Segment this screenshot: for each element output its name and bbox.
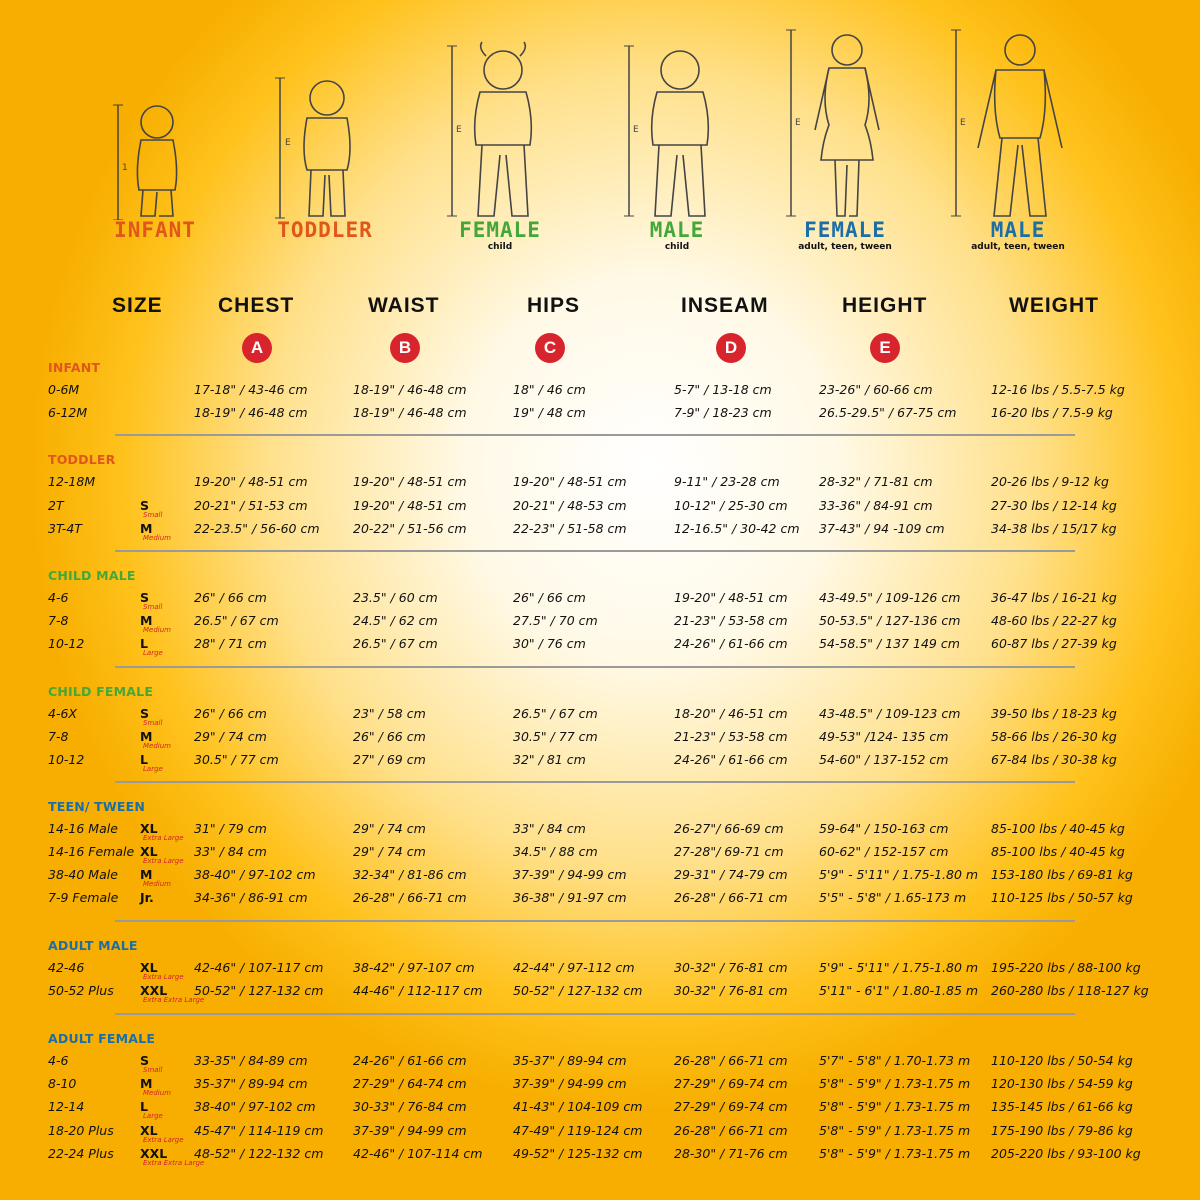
size-word: Medium xyxy=(143,880,171,888)
size-letter: XL xyxy=(140,821,158,836)
height-cell: 5'11" - 6'1" / 1.80-1.85 m xyxy=(819,983,979,998)
figure-female-adult xyxy=(765,20,925,260)
inseam-cell: 26-28" / 66-71 cm xyxy=(674,1122,788,1138)
table-row xyxy=(0,1053,1200,1073)
hips-cell: 30.5" / 77 cm xyxy=(513,729,598,744)
infant-body-outline-icon xyxy=(75,20,235,220)
hips-cell: 19-20" / 48-51 cm xyxy=(513,474,627,489)
group-divider xyxy=(115,666,1075,668)
hips-cell: 30" / 76 cm xyxy=(513,636,586,651)
weight-cell: 85-100 lbs / 40-45 kg xyxy=(991,821,1125,836)
chest-cell: 18-19" / 46-48 cm xyxy=(194,405,308,420)
weight-cell: 110-125 lbs / 50-57 kg xyxy=(991,890,1133,905)
height-mark: 1 xyxy=(122,163,128,173)
inseam-cell: 26-28" / 66-71 cm xyxy=(674,890,788,905)
chest-cell: 26.5" / 67 cm xyxy=(194,613,279,628)
male-adult-body-outline-icon xyxy=(938,20,1098,220)
height-cell: 37-43" / 94 -109 cm xyxy=(819,521,945,536)
hips-cell: 37-39" / 94-99 cm xyxy=(513,867,627,882)
hips-cell: 20-21" / 48-53 cm xyxy=(513,497,627,513)
hips-cell: 35-37" / 89-94 cm xyxy=(513,1053,627,1068)
inseam-cell: 30-32" / 76-81 cm xyxy=(674,983,788,998)
hips-cell: 19" / 48 cm xyxy=(513,405,586,420)
weight-cell: 16-20 lbs / 7.5-9 kg xyxy=(991,405,1113,420)
header-height: HEIGHT xyxy=(842,294,928,317)
size-letter: XXL xyxy=(140,1145,168,1161)
height-cell: 54-58.5" / 137 149 cm xyxy=(819,636,960,651)
group-title: ADULT MALE xyxy=(48,938,138,953)
header-size: SIZE xyxy=(112,294,163,317)
table-row xyxy=(0,752,1200,772)
inseam-cell: 24-26" / 61-66 cm xyxy=(674,636,788,651)
chest-cell: 29" / 74 cm xyxy=(194,729,267,744)
size-word: Extra Large xyxy=(143,834,184,842)
waist-cell: 29" / 74 cm xyxy=(353,821,426,836)
inseam-cell: 27-29" / 69-74 cm xyxy=(674,1076,788,1092)
hips-cell: 34.5" / 88 cm xyxy=(513,844,598,859)
header-waist: WAIST xyxy=(368,294,440,317)
size-letter: L xyxy=(140,752,148,767)
inseam-cell: 24-26" / 61-66 cm xyxy=(674,752,788,767)
table-row xyxy=(0,890,1200,910)
size-letter: M xyxy=(140,729,153,744)
size-word: Medium xyxy=(143,626,171,634)
chest-cell: 28" / 71 cm xyxy=(194,636,267,651)
inseam-cell: 12-16.5" / 30-42 cm xyxy=(674,521,800,536)
figure-label: MALE xyxy=(649,218,705,242)
weight-cell: 110-120 lbs / 50-54 kg xyxy=(991,1053,1133,1068)
waist-cell: 29" / 74 cm xyxy=(353,844,426,859)
table-row xyxy=(0,613,1200,633)
height-mark: E xyxy=(960,118,966,128)
inseam-cell: 21-23" / 53-58 cm xyxy=(674,613,788,628)
waist-cell: 38-42" / 97-107 cm xyxy=(353,960,475,975)
height-mark: E xyxy=(633,125,639,135)
chest-cell: 26" / 66 cm xyxy=(194,706,267,721)
size-word: Medium xyxy=(143,742,171,750)
size-cell: 14-16 Female xyxy=(48,844,135,859)
size-cell: 3T-4T xyxy=(48,521,82,536)
chest-cell: 45-47" / 114-119 cm xyxy=(194,1122,324,1138)
height-cell: 5'8" - 5'9" / 1.73-1.75 m xyxy=(819,1122,971,1138)
waist-cell: 26" / 66 cm xyxy=(353,729,426,744)
size-word: Large xyxy=(143,765,163,773)
chest-cell: 48-52" / 122-132 cm xyxy=(194,1145,324,1161)
hips-cell: 22-23" / 51-58 cm xyxy=(513,521,627,536)
table-row xyxy=(0,821,1200,841)
waist-cell: 19-20" / 48-51 cm xyxy=(353,474,467,489)
inseam-cell: 10-12" / 25-30 cm xyxy=(674,497,788,513)
weight-cell: 205-220 lbs / 93-100 kg xyxy=(991,1145,1141,1161)
hips-cell: 37-39" / 94-99 cm xyxy=(513,1076,627,1092)
size-cell: 18-20 Plus xyxy=(48,1122,114,1138)
size-cell: 38-40 Male xyxy=(48,867,118,882)
table-row xyxy=(0,1146,1200,1166)
size-cell: 14-16 Male xyxy=(48,821,118,836)
table-row xyxy=(0,498,1200,518)
waist-cell: 32-34" / 81-86 cm xyxy=(353,867,467,882)
chest-cell: 26" / 66 cm xyxy=(194,590,267,605)
weight-cell: 58-66 lbs / 26-30 kg xyxy=(991,729,1117,744)
size-cell: 7-9 Female xyxy=(48,890,119,905)
size-cell: 2T xyxy=(48,497,64,513)
weight-cell: 120-130 lbs / 54-59 kg xyxy=(991,1076,1133,1092)
height-cell: 26.5-29.5" / 67-75 cm xyxy=(819,405,957,420)
male-child-body-outline-icon xyxy=(597,20,757,220)
table-row xyxy=(0,590,1200,610)
size-word: Medium xyxy=(143,1089,171,1098)
size-cell: 42-46 xyxy=(48,960,85,975)
table-row xyxy=(0,382,1200,402)
height-cell: 5'8" - 5'9" / 1.73-1.75 m xyxy=(819,1145,971,1161)
hips-cell: 47-49" / 119-124 cm xyxy=(513,1122,643,1138)
size-word: Small xyxy=(143,603,163,611)
table-row xyxy=(0,983,1200,1003)
chest-cell: 38-40" / 97-102 cm xyxy=(194,867,316,882)
weight-cell: 260-280 lbs / 118-127 kg xyxy=(991,983,1149,998)
inseam-cell: 9-11" / 23-28 cm xyxy=(674,474,780,489)
size-word: Extra Large xyxy=(143,1135,184,1144)
hips-cell: 26.5" / 67 cm xyxy=(513,706,598,721)
size-word: Extra Large xyxy=(143,973,184,981)
inseam-cell: 30-32" / 76-81 cm xyxy=(674,960,788,975)
size-letter: S xyxy=(140,590,150,605)
height-cell: 33-36" / 84-91 cm xyxy=(819,497,933,513)
weight-cell: 135-145 lbs / 61-66 kg xyxy=(991,1099,1133,1115)
toddler-body-outline-icon xyxy=(245,20,405,220)
table-row xyxy=(0,405,1200,425)
size-cell: 12-18M xyxy=(48,474,96,489)
marker-chest: A xyxy=(242,333,272,363)
group-title: INFANT xyxy=(48,360,101,375)
hips-cell: 41-43" / 104-109 cm xyxy=(513,1099,643,1115)
inseam-cell: 18-20" / 46-51 cm xyxy=(674,706,788,721)
size-cell: 0-6M xyxy=(48,382,80,397)
chest-cell: 33-35" / 84-89 cm xyxy=(194,1053,308,1068)
table-row xyxy=(0,1099,1200,1119)
height-cell: 43-49.5" / 109-126 cm xyxy=(819,590,961,605)
inseam-cell: 29-31" / 74-79 cm xyxy=(674,867,788,882)
inseam-cell: 26-28" / 66-71 cm xyxy=(674,1053,788,1068)
height-cell: 28-32" / 71-81 cm xyxy=(819,474,933,489)
table-row xyxy=(0,960,1200,980)
marker-waist: B xyxy=(390,333,420,363)
size-word: Medium xyxy=(143,534,171,542)
size-letter: S xyxy=(140,1053,150,1068)
size-cell: 4-6 xyxy=(48,590,69,605)
group-divider xyxy=(115,920,1075,922)
waist-cell: 24.5" / 62 cm xyxy=(353,613,438,628)
waist-cell: 19-20" / 48-51 cm xyxy=(353,497,467,513)
table-row xyxy=(0,521,1200,541)
height-cell: 43-48.5" / 109-123 cm xyxy=(819,706,961,721)
chest-cell: 42-46" / 107-117 cm xyxy=(194,960,324,975)
chest-cell: 22-23.5" / 56-60 cm xyxy=(194,521,320,536)
figure-female-child xyxy=(420,20,580,260)
height-cell: 50-53.5" / 127-136 cm xyxy=(819,613,961,628)
figure-label: FEMALE xyxy=(804,218,886,242)
weight-cell: 34-38 lbs / 15/17 kg xyxy=(991,521,1117,536)
waist-cell: 26-28" / 66-71 cm xyxy=(353,890,467,905)
size-letter: L xyxy=(140,1099,148,1115)
height-cell: 5'9" - 5'11" / 1.75-1.80 m xyxy=(819,960,979,975)
group-divider xyxy=(115,434,1075,436)
female-child-body-outline-icon xyxy=(420,20,580,220)
waist-cell: 18-19" / 46-48 cm xyxy=(353,382,467,397)
weight-cell: 67-84 lbs / 30-38 kg xyxy=(991,752,1117,767)
size-cell: 22-24 Plus xyxy=(48,1145,114,1161)
figure-label: MALE xyxy=(990,218,1046,242)
table-row xyxy=(0,1076,1200,1096)
size-cell: 4-6X xyxy=(48,706,77,721)
figure-label: TODDLER xyxy=(277,218,373,242)
weight-cell: 27-30 lbs / 12-14 kg xyxy=(991,497,1117,513)
figure-sublabel: adult, teen, tween xyxy=(798,242,892,252)
height-mark: E xyxy=(285,138,291,148)
height-cell: 5'5" - 5'8" / 1.65-173 m xyxy=(819,890,967,905)
header-weight: WEIGHT xyxy=(1009,294,1099,317)
weight-cell: 36-47 lbs / 16-21 kg xyxy=(991,590,1117,605)
waist-cell: 24-26" / 61-66 cm xyxy=(353,1053,467,1068)
inseam-cell: 26-27"/ 66-69 cm xyxy=(674,821,784,836)
group-divider xyxy=(115,550,1075,552)
height-cell: 5'7" - 5'8" / 1.70-1.73 m xyxy=(819,1053,971,1068)
size-cell: 4-6 xyxy=(48,1053,69,1068)
size-cell: 12-14 xyxy=(48,1099,85,1115)
size-letter: Jr. xyxy=(140,890,154,905)
height-cell: 5'9" - 5'11" / 1.75-1.80 m xyxy=(819,867,979,882)
header-inseam: INSEAM xyxy=(681,294,769,317)
hips-cell: 33" / 84 cm xyxy=(513,821,586,836)
group-title: TEEN/ TWEEN xyxy=(48,799,146,814)
weight-cell: 60-87 lbs / 27-39 kg xyxy=(991,636,1117,651)
weight-cell: 85-100 lbs / 40-45 kg xyxy=(991,844,1125,859)
waist-cell: 26.5" / 67 cm xyxy=(353,636,438,651)
size-word: Small xyxy=(143,510,163,519)
hips-cell: 26" / 66 cm xyxy=(513,590,586,605)
height-cell: 59-64" / 150-163 cm xyxy=(819,821,949,836)
height-cell: 60-62" / 152-157 cm xyxy=(819,844,949,859)
chest-cell: 19-20" / 48-51 cm xyxy=(194,474,308,489)
height-cell: 49-53" /124- 135 cm xyxy=(819,729,949,744)
weight-cell: 20-26 lbs / 9-12 kg xyxy=(991,474,1109,489)
marker-height: E xyxy=(870,333,900,363)
weight-cell: 175-190 lbs / 79-86 kg xyxy=(991,1122,1133,1138)
size-cell: 7-8 xyxy=(48,729,69,744)
group-title: TODDLER xyxy=(48,452,116,467)
waist-cell: 27" / 69 cm xyxy=(353,752,426,767)
size-word: Extra Extra Large xyxy=(143,1158,205,1167)
figure-male-child xyxy=(597,20,757,260)
table-row xyxy=(0,636,1200,656)
size-word: Large xyxy=(143,649,163,657)
inseam-cell: 28-30" / 71-76 cm xyxy=(674,1145,788,1161)
weight-cell: 39-50 lbs / 18-23 kg xyxy=(991,706,1117,721)
size-letter: M xyxy=(140,867,153,882)
size-cell: 8-10 xyxy=(48,1076,77,1092)
waist-cell: 30-33" / 76-84 cm xyxy=(353,1099,467,1115)
figure-label: INFANT xyxy=(114,218,196,242)
size-letter: L xyxy=(140,636,148,651)
group-title: CHILD FEMALE xyxy=(48,684,154,699)
height-mark: E xyxy=(456,125,462,135)
size-word: Extra Large xyxy=(143,857,184,865)
chest-cell: 50-52" / 127-132 cm xyxy=(194,983,324,998)
inseam-cell: 5-7" / 13-18 cm xyxy=(674,382,772,397)
size-letter: S xyxy=(140,706,150,721)
header-chest: CHEST xyxy=(218,294,295,317)
hips-cell: 50-52" / 127-132 cm xyxy=(513,983,643,998)
chest-cell: 35-37" / 89-94 cm xyxy=(194,1076,308,1092)
size-word: Small xyxy=(143,719,163,727)
chest-cell: 17-18" / 43-46 cm xyxy=(194,382,308,397)
inseam-cell: 7-9" / 18-23 cm xyxy=(674,405,772,420)
chest-cell: 31" / 79 cm xyxy=(194,821,267,836)
waist-cell: 42-46" / 107-114 cm xyxy=(353,1145,483,1161)
waist-cell: 20-22" / 51-56 cm xyxy=(353,521,467,536)
chest-cell: 34-36" / 86-91 cm xyxy=(194,890,308,905)
size-letter: S xyxy=(140,497,150,513)
height-cell: 54-60" / 137-152 cm xyxy=(819,752,949,767)
group-title: CHILD MALE xyxy=(48,568,136,583)
size-letter: XL xyxy=(140,844,158,859)
group-divider xyxy=(115,1013,1075,1015)
group-divider xyxy=(115,781,1075,783)
marker-inseam: D xyxy=(716,333,746,363)
waist-cell: 44-46" / 112-117 cm xyxy=(353,983,483,998)
figure-label: FEMALE xyxy=(459,218,541,242)
table-row xyxy=(0,867,1200,887)
size-cell: 10-12 xyxy=(48,636,85,651)
height-cell: 5'8" - 5'9" / 1.73-1.75 m xyxy=(819,1076,971,1092)
height-cell: 23-26" / 60-66 cm xyxy=(819,382,933,397)
chest-cell: 30.5" / 77 cm xyxy=(194,752,279,767)
group-title: ADULT FEMALE xyxy=(48,1031,156,1046)
waist-cell: 23.5" / 60 cm xyxy=(353,590,438,605)
waist-cell: 23" / 58 cm xyxy=(353,706,426,721)
inseam-cell: 27-28"/ 69-71 cm xyxy=(674,844,784,859)
header-hips: HIPS xyxy=(527,294,581,317)
size-letter: M xyxy=(140,521,153,536)
weight-cell: 195-220 lbs / 88-100 kg xyxy=(991,960,1141,975)
figure-sublabel: child xyxy=(664,242,690,252)
figure-toddler xyxy=(245,20,405,260)
weight-cell: 153-180 lbs / 69-81 kg xyxy=(991,867,1133,882)
size-word: Extra Extra Large xyxy=(143,996,205,1004)
size-word: Small xyxy=(143,1066,163,1074)
chest-cell: 20-21" / 51-53 cm xyxy=(194,497,308,513)
inseam-cell: 27-29" / 69-74 cm xyxy=(674,1099,788,1115)
chest-cell: 38-40" / 97-102 cm xyxy=(194,1099,316,1115)
hips-cell: 27.5" / 70 cm xyxy=(513,613,598,628)
waist-cell: 27-29" / 64-74 cm xyxy=(353,1076,467,1092)
table-row xyxy=(0,474,1200,494)
size-cell: 7-8 xyxy=(48,613,69,628)
size-letter: XL xyxy=(140,1122,158,1138)
hips-cell: 49-52" / 125-132 cm xyxy=(513,1145,643,1161)
hips-cell: 32" / 81 cm xyxy=(513,752,586,767)
hips-cell: 42-44" / 97-112 cm xyxy=(513,960,635,975)
size-letter: M xyxy=(140,613,153,628)
marker-hips: C xyxy=(535,333,565,363)
height-mark: E xyxy=(795,118,801,128)
inseam-cell: 21-23" / 53-58 cm xyxy=(674,729,788,744)
table-row xyxy=(0,706,1200,726)
weight-cell: 12-16 lbs / 5.5-7.5 kg xyxy=(991,382,1125,397)
waist-cell: 18-19" / 46-48 cm xyxy=(353,405,467,420)
figure-sublabel: adult, teen, tween xyxy=(971,242,1065,252)
figure-infant xyxy=(75,20,235,260)
size-word: Large xyxy=(143,1112,163,1121)
figure-male-adult xyxy=(938,20,1098,260)
height-cell: 5'8" - 5'9" / 1.73-1.75 m xyxy=(819,1099,971,1115)
size-cell: 50-52 Plus xyxy=(48,983,114,998)
size-cell: 6-12M xyxy=(48,405,88,420)
figure-sublabel: child xyxy=(487,242,513,252)
chest-cell: 33" / 84 cm xyxy=(194,844,267,859)
size-letter: XL xyxy=(140,960,158,975)
table-row xyxy=(0,729,1200,749)
inseam-cell: 19-20" / 48-51 cm xyxy=(674,590,788,605)
hips-cell: 36-38" / 91-97 cm xyxy=(513,890,627,905)
size-letter: XXL xyxy=(140,983,168,998)
size-cell: 10-12 xyxy=(48,752,85,767)
hips-cell: 18" / 46 cm xyxy=(513,382,586,397)
table-row xyxy=(0,1123,1200,1143)
weight-cell: 48-60 lbs / 22-27 kg xyxy=(991,613,1117,628)
table-row xyxy=(0,844,1200,864)
female-adult-body-outline-icon xyxy=(765,20,925,220)
size-letter: M xyxy=(140,1076,153,1092)
waist-cell: 37-39" / 94-99 cm xyxy=(353,1122,467,1138)
